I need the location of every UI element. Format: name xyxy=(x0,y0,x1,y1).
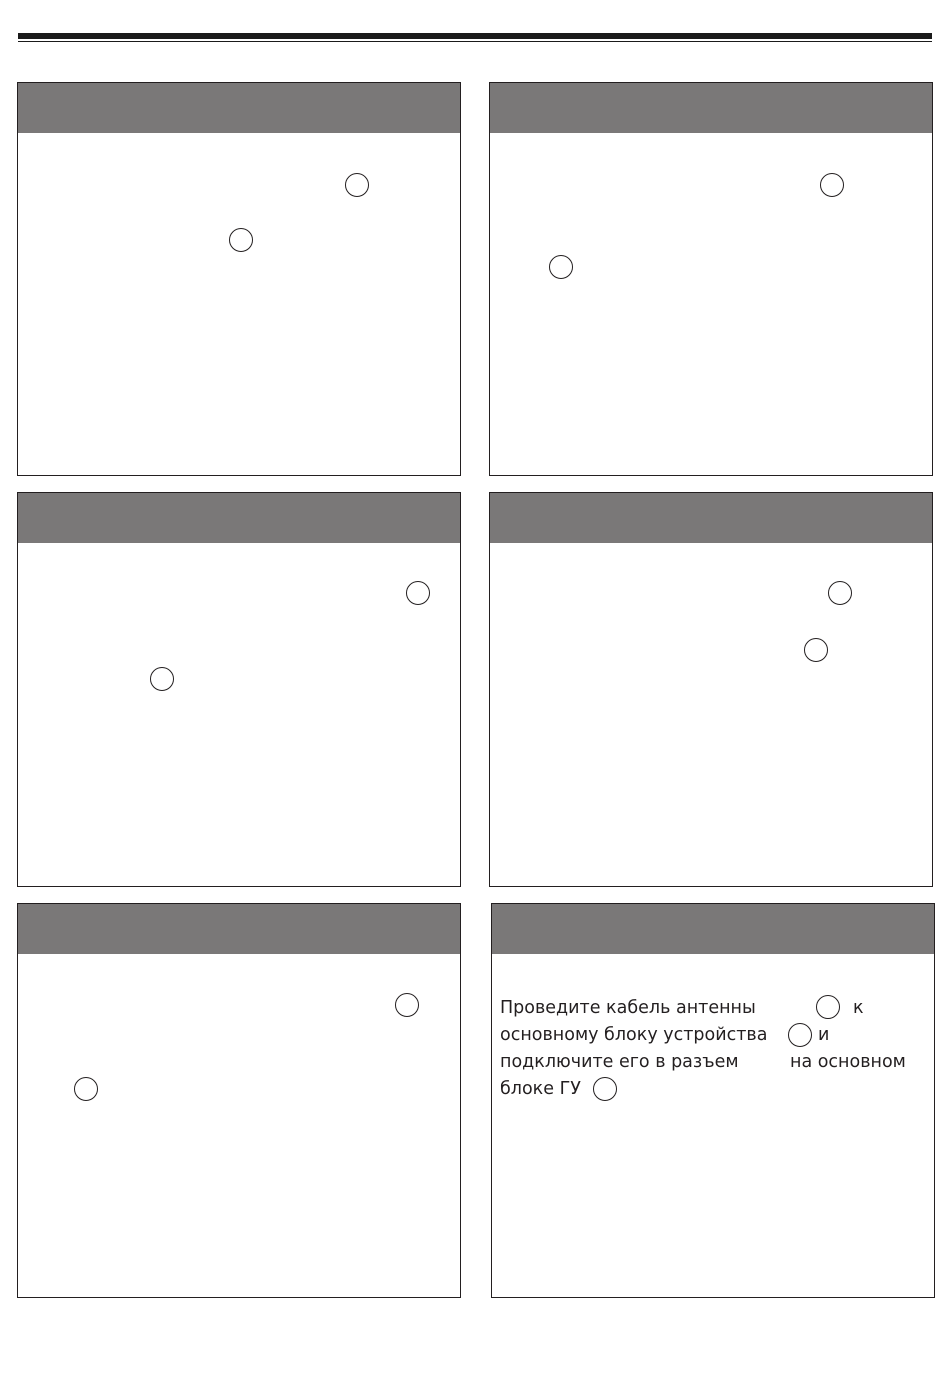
callout-marker-icon xyxy=(804,638,828,662)
step-panel-header xyxy=(18,493,460,543)
step-panel-2 xyxy=(489,82,933,476)
instruction-line-4a: блоке ГУ xyxy=(500,1079,581,1099)
callout-marker-icon xyxy=(788,1023,812,1047)
callout-marker-icon xyxy=(406,581,430,605)
step-panel-header xyxy=(18,904,460,954)
callout-marker-icon xyxy=(593,1077,617,1101)
callout-marker-icon xyxy=(74,1077,98,1101)
instruction-line-2b: и xyxy=(818,1025,830,1045)
step-panel-header xyxy=(18,83,460,133)
step-panel-header xyxy=(490,83,932,133)
instruction-line-3a: подключите его в разъем xyxy=(500,1052,739,1072)
callout-marker-icon xyxy=(229,228,253,252)
top-rule-thick xyxy=(18,33,932,39)
callout-marker-icon xyxy=(828,581,852,605)
callout-marker-icon xyxy=(345,173,369,197)
top-rule-thin xyxy=(18,41,932,42)
step-panel-5 xyxy=(17,903,461,1298)
callout-marker-icon xyxy=(395,993,419,1017)
callout-marker-icon xyxy=(150,667,174,691)
step-panel-header xyxy=(492,904,934,954)
instruction-line-2a: основному блоку устройства xyxy=(500,1025,768,1045)
instruction-line-1b: к xyxy=(853,998,864,1018)
step-panel-header xyxy=(490,493,932,543)
step-panel-4 xyxy=(489,492,933,887)
step-panel-6 xyxy=(491,903,935,1298)
step-panel-1 xyxy=(17,82,461,476)
callout-marker-icon xyxy=(820,173,844,197)
callout-marker-icon xyxy=(549,255,573,279)
instruction-line-1a: Проведите кабель антенны xyxy=(500,998,756,1018)
step-panel-3 xyxy=(17,492,461,887)
instruction-line-3b: на основном xyxy=(790,1052,906,1072)
callout-marker-icon xyxy=(816,995,840,1019)
